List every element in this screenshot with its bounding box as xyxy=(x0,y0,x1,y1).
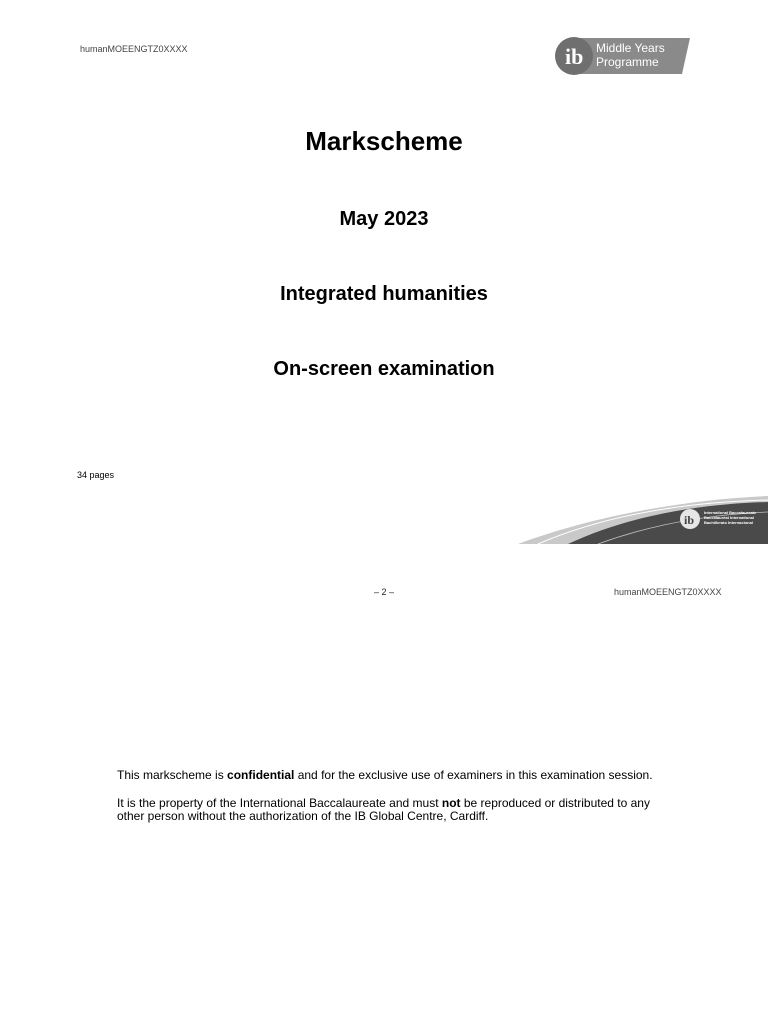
notice-bold-text: confidential xyxy=(227,768,295,782)
banner-text-2: Baccalauréat International xyxy=(704,515,755,520)
notice-bold-text: not xyxy=(441,796,461,810)
ib-myp-logo xyxy=(552,34,694,78)
confidentiality-notice xyxy=(117,769,657,782)
subject-name: Integrated humanities xyxy=(280,283,488,305)
notice-text: This markscheme is xyxy=(117,768,228,782)
notice-text: and for the exclusive use of examiners in this examination session. xyxy=(294,768,653,782)
ib-emblem-glyph: ib xyxy=(684,513,695,527)
ib-logo-glyph: ib xyxy=(565,44,584,69)
logo-line-1: Middle Years xyxy=(596,41,665,55)
exam-type: On-screen examination xyxy=(273,358,495,380)
ib-footer-banner xyxy=(508,488,768,544)
banner-text-1: International Baccalaureate xyxy=(704,510,757,515)
notice-text: be reproduced or distributed to any other person without the authorization of the IB Global Centre, Cardiff. xyxy=(117,796,650,823)
logo-line-2: Programme xyxy=(596,55,659,69)
document-code: humanMOEENGTZ0XXXX xyxy=(614,587,722,597)
page-number: – 2 – xyxy=(373,587,395,597)
exam-date: May 2023 xyxy=(339,208,429,230)
property-notice xyxy=(117,797,657,823)
document-title: Markscheme xyxy=(305,126,463,156)
document-code: humanMOEENGTZ0XXXX xyxy=(80,44,188,54)
page-2 xyxy=(0,545,768,1024)
notice-text: It is the property of the International Baccalaureate and must xyxy=(117,796,442,810)
banner-text-3: Bachillerato Internacional xyxy=(704,520,753,525)
page-count: 34 pages xyxy=(77,470,115,480)
